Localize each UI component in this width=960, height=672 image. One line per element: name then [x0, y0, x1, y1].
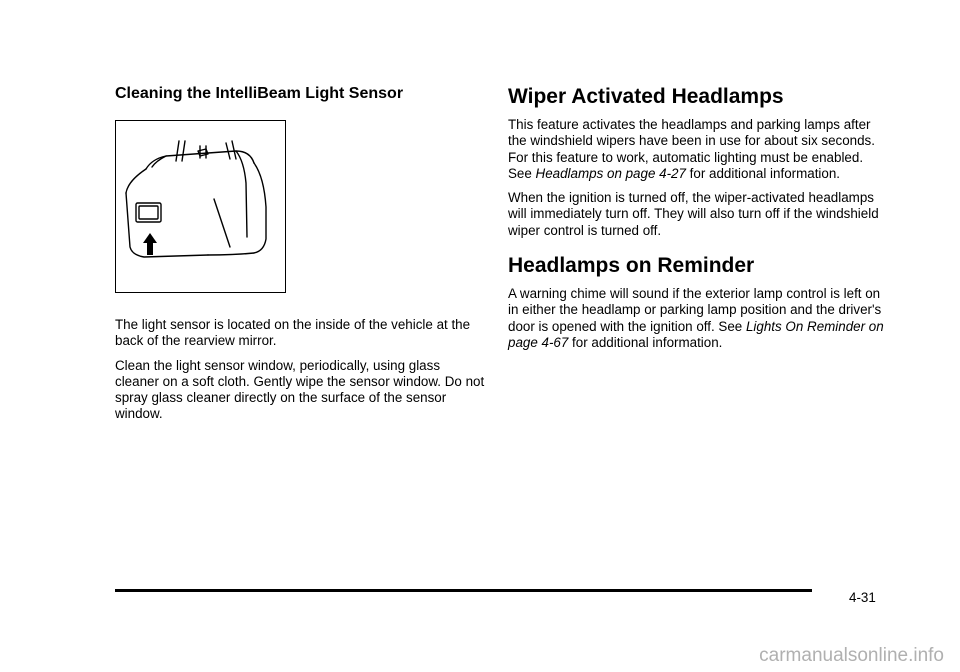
paragraph-sensor-location: The light sensor is located on the inside of the vehicle at the back of the rearview mirror.: [115, 317, 471, 349]
page-number: 4-31: [849, 590, 876, 605]
paragraph-text: for additional information.: [568, 334, 723, 350]
light-sensor-illustration: [115, 120, 286, 293]
footer-rule: [115, 589, 812, 592]
watermark: carmanualsonline.info: [759, 645, 944, 666]
section-heading-headlamps-reminder: Headlamps on Reminder: [508, 254, 755, 278]
right-column: [508, 84, 888, 359]
left-column: [115, 84, 487, 431]
paragraph-text: This feature activates the headlamps and parking lamps after the windshield wipers have been in use for about six seconds. For this feature to work, automatic lighting must be enabled. See: [508, 117, 875, 181]
headlamps-page-reference[interactable]: Headlamps on page 4-27: [535, 165, 686, 181]
section-heading-wiper-headlamps: Wiper Activated Headlamps: [508, 85, 784, 108]
paragraph-reminder: [508, 286, 888, 351]
paragraph-text: for additional information.: [685, 165, 841, 181]
section-heading-light-sensor: Cleaning the IntelliBeam Light Sensor: [115, 85, 404, 102]
paragraph-sensor-cleaning: Clean the light sensor window, periodically, using glass cleaner on a soft cloth. Gently wipe the sensor window. Do not spray glass cleaner directly on the surface of the sensor window.: [115, 357, 485, 422]
lights-on-reminder-reference[interactable]: Lights On Reminder on page 4-67: [508, 318, 884, 350]
paragraph-wiper-ignition: When the ignition is turned off, the wiper-activated headlamps will immediately turn off. They will also turn off if the windshield wiper control is turned off.: [508, 190, 879, 238]
paragraph-text: A warning chime will sound if the exterior lamp control is left on in either the headlamp or parking lamp position and the driver's door is opened with the ignition off. See: [508, 286, 882, 334]
paragraph-wiper-feature: [508, 117, 888, 182]
